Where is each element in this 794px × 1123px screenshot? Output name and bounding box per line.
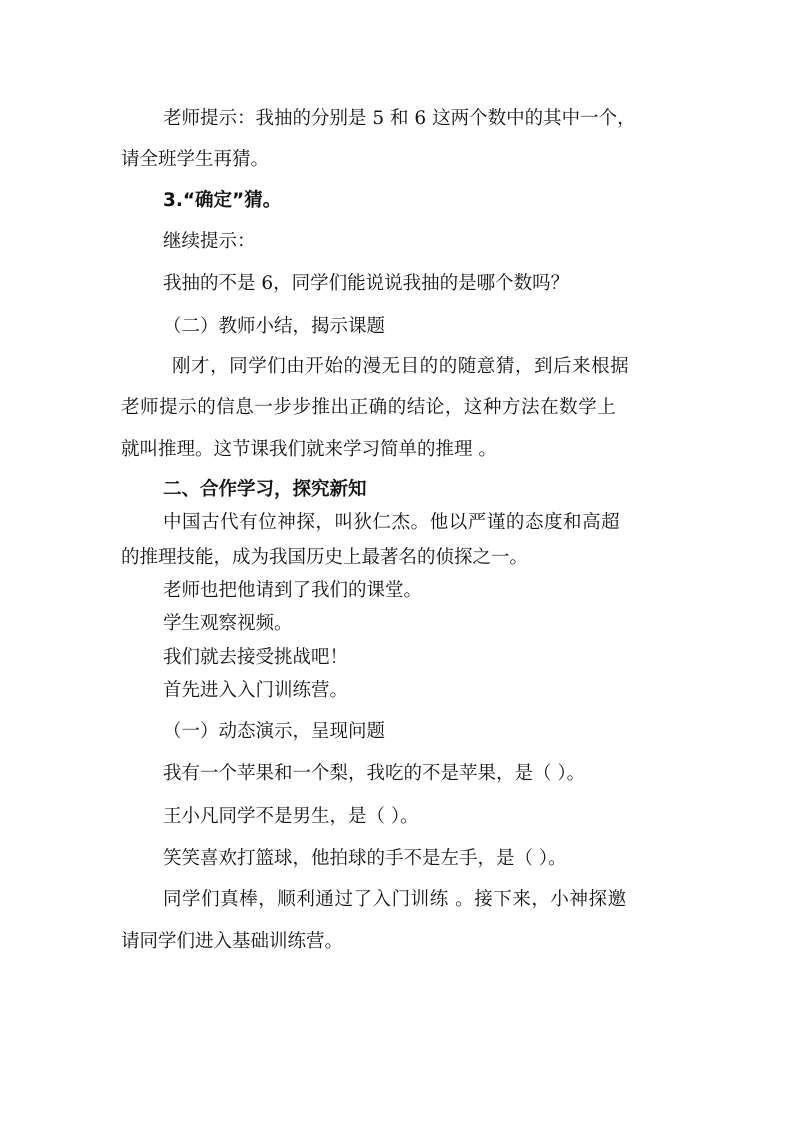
question-basketball: 笑笑喜欢打篮球，他拍球的手不是左手，是（ ）。 (163, 848, 567, 869)
heading-certain-guess: 3.“确定”猜。 (163, 190, 282, 211)
question-wang-xiaofan: 王小凡同学不是男生，是（ ）。 (163, 806, 419, 827)
paragraph-accept-challenge: 我们就去接受挑战吧！ (163, 647, 349, 668)
paragraph-invite-classroom: 老师也把他请到了我们的课堂。 (163, 580, 423, 601)
paragraph-detective: 中国古代有位神探，叫狄仁杰。他以严谨的态度和高超 (163, 512, 621, 533)
paragraph-watch-video: 学生观察视频。 (163, 613, 293, 634)
paragraph-well-done-cont: 请同学们进入基础训练营。 (121, 931, 344, 952)
paragraph-enter-camp: 首先进入入门训练营。 (163, 680, 349, 701)
paragraph-just-now-cont-2: 就叫推理。这节课我们就来学习简单的推理 。 (121, 439, 497, 460)
paragraph-detective-cont: 的推理技能，成为我国历史上最著名的侦探之一。 (121, 547, 529, 568)
paragraph-continue-hint: 继续提示： (163, 231, 256, 252)
paragraph-teacher-hint-cont: 请全班学生再猜。 (121, 149, 270, 170)
subheading-dynamic-demo: （一）动态演示，呈现问题 (163, 721, 386, 742)
subheading-teacher-summary: （二）教师小结，揭示课题 (163, 316, 386, 337)
question-apple-pear: 我有一个苹果和一个梨，我吃的不是苹果，是（ ）。 (163, 763, 586, 784)
paragraph-just-now-cont-1: 老师提示的信息一步步推出正确的结论，这种方法在数学上 (121, 397, 617, 418)
paragraph-well-done: 同学们真棒，顺利通过了入门训练 。接下来，小神探邀 (163, 889, 627, 910)
paragraph-not-six: 我抽的不是 6，同学们能说说我抽的是哪个数吗？ (163, 273, 570, 294)
paragraph-just-now: 刚才，同学们由开始的漫无目的的随意猜，到后来根据 (172, 356, 630, 377)
paragraph-teacher-hint: 老师提示：我抽的分别是 5 和 6 这两个数中的其中一个， (163, 108, 636, 129)
heading-cooperative-learning: 二、合作学习，探究新知 (163, 479, 367, 500)
